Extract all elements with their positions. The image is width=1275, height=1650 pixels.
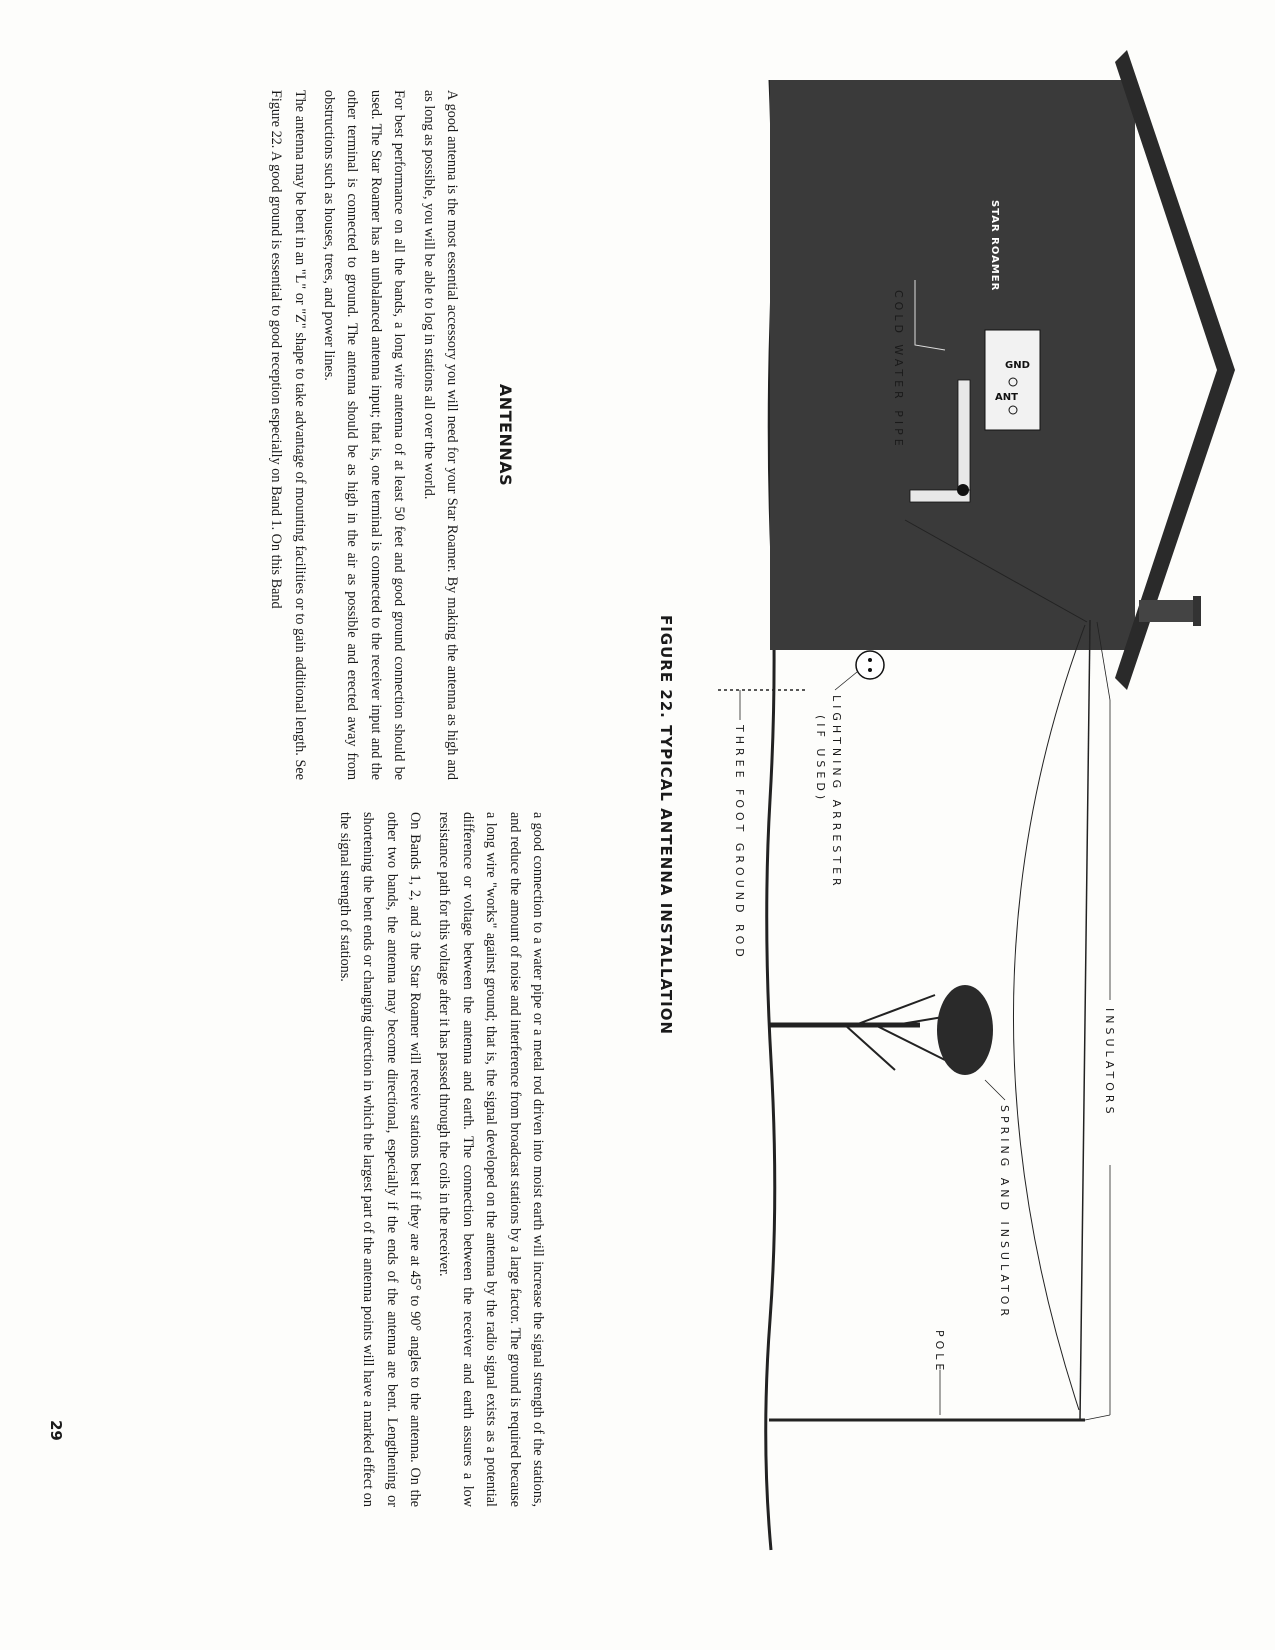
arrester-leader xyxy=(835,672,857,690)
figure-caption: FIGURE 22. TYPICAL ANTENNA INSTALLATION xyxy=(657,614,675,1036)
right-paragraph: On Bands 1, 2, and 3 the Star Roamer will receive stations best if they are at 45° to 90° angles to the antenna. On the other two bands, the antenna may become directional, especially if the ends of the antenna are bent. Lengthening or shortening the bent ends or changing direction in which the largest part of the antenna points will have a marked effect on the signal strength of stations. xyxy=(336,812,423,1507)
cold-water-pipe xyxy=(958,380,970,500)
right-paragraph: a good connection to a water pipe or a metal rod driven into moist earth will increase the signal strength of the stations, and reduce the amount of noise and interference from broadcast stations by a large factor. The ground is required because a long wire "works" against ground; that is, the signal developed on the antenna by the radio signal exists as a potential difference or voltage between the antenna and earth. The connection between the receiver and earth assures a low resistance path for this voltage after it has passed through the coils in the receiver. xyxy=(436,812,546,1507)
page-number: 29 xyxy=(47,1420,65,1441)
antenna-sag xyxy=(1013,625,1085,1410)
left-paragraph: For best performance on all the bands, a long wire antenna of at least 50 feet and good ground connection should be used. The Star Roamer has an unbalanced antenna input; that is, one terminal is connected to the receiver input and the other terminal is connected to ground. The antenna should be as high in the air as possible and erected away from obstructions such as houses, trees, and power lines. xyxy=(320,90,408,780)
label-star-roamer: STAR ROAMER xyxy=(989,200,1000,292)
left-paragraph: A good antenna is the most essential accessory you will need for your Star Roamer. By making the antenna as high and as long as possible, you will be able to log in stations all over the world. xyxy=(420,90,460,780)
house-body xyxy=(770,80,1135,650)
left-paragraph: The antenna may be bent in an "L" or "Z" shape to take advantage of mounting facilities or to gain additional length. See Figure 22. A good ground is essential to good reception especially on Band 1. On this Band xyxy=(268,90,308,780)
spring-leader xyxy=(985,1080,1005,1100)
label-if-used: (IF USED) xyxy=(814,715,827,804)
antenna-wire xyxy=(1080,620,1090,1420)
tree-foliage xyxy=(937,985,993,1075)
arrester-dot-b xyxy=(868,668,872,672)
lightning-arrester xyxy=(856,651,884,679)
label-insulators: INSULATORS xyxy=(1103,1008,1116,1118)
article-heading: ANTENNAS xyxy=(496,383,515,487)
antenna-installation-diagram xyxy=(675,0,1275,1650)
label-lightning-arrester: LIGHTNING ARRESTER xyxy=(830,695,843,890)
ground-clamp xyxy=(957,484,969,496)
label-gnd: GND xyxy=(1005,360,1030,371)
chimney xyxy=(1139,600,1195,622)
label-ant: ANT xyxy=(995,392,1018,403)
receiver-box xyxy=(985,330,1040,430)
label-ground-rod: THREE FOOT GROUND ROD xyxy=(733,725,746,961)
arrester-dot-a xyxy=(868,658,872,662)
insulators-leader-d xyxy=(1085,1415,1110,1420)
chimney-cap xyxy=(1193,596,1201,626)
label-cold-water-pipe: COLD WATER PIPE xyxy=(892,290,905,450)
right-column xyxy=(326,812,549,1507)
label-spring-insulator: SPRING AND INSULATOR xyxy=(998,1105,1011,1321)
left-column xyxy=(258,90,463,780)
label-pole: POLE xyxy=(933,1330,946,1375)
